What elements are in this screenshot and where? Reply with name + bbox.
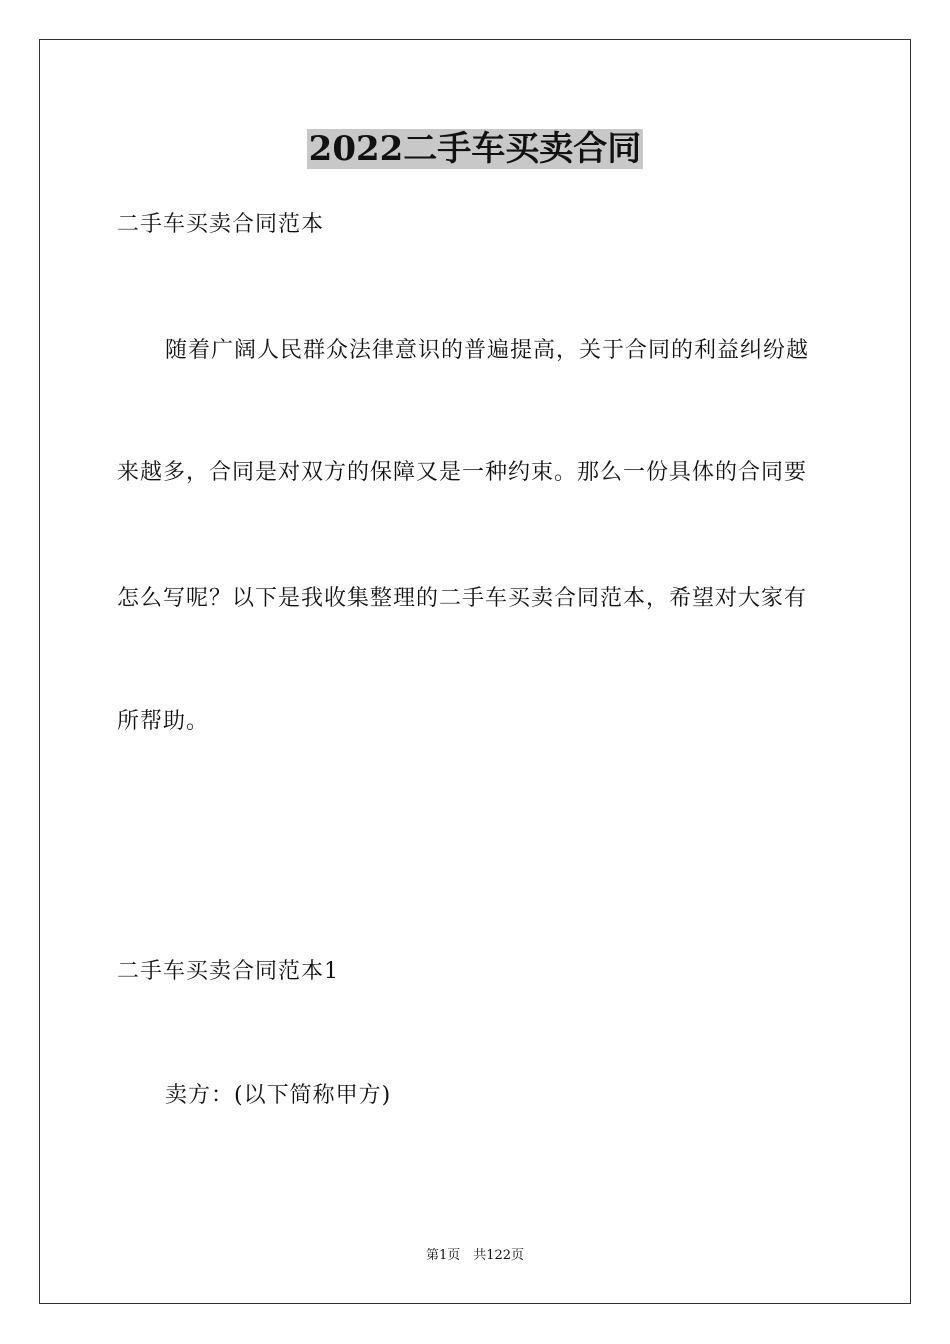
document-title bbox=[0, 126, 950, 172]
document-title-text: 2022二手车买卖合同 bbox=[308, 129, 642, 169]
seller-line: 卖方：(以下简称甲方) bbox=[165, 1083, 392, 1108]
document-subtitle: 二手车买卖合同范本 bbox=[117, 212, 325, 237]
section-heading: 二手车买卖合同范本1 bbox=[117, 959, 339, 984]
page-footer: 第1页 共122页 bbox=[425, 1248, 525, 1263]
intro-paragraph-line: 所帮助。 bbox=[117, 709, 210, 734]
intro-paragraph-line: 怎么写呢？以下是我收集整理的二手车买卖合同范本，希望对大家有 bbox=[117, 586, 808, 611]
intro-paragraph-line: 随着广阔人民群众法律意识的普遍提高，关于合同的利益纠纷越 bbox=[165, 338, 810, 363]
intro-paragraph-line: 来越多，合同是对双方的保障又是一种约束。那么一份具体的合同要 bbox=[117, 460, 808, 485]
